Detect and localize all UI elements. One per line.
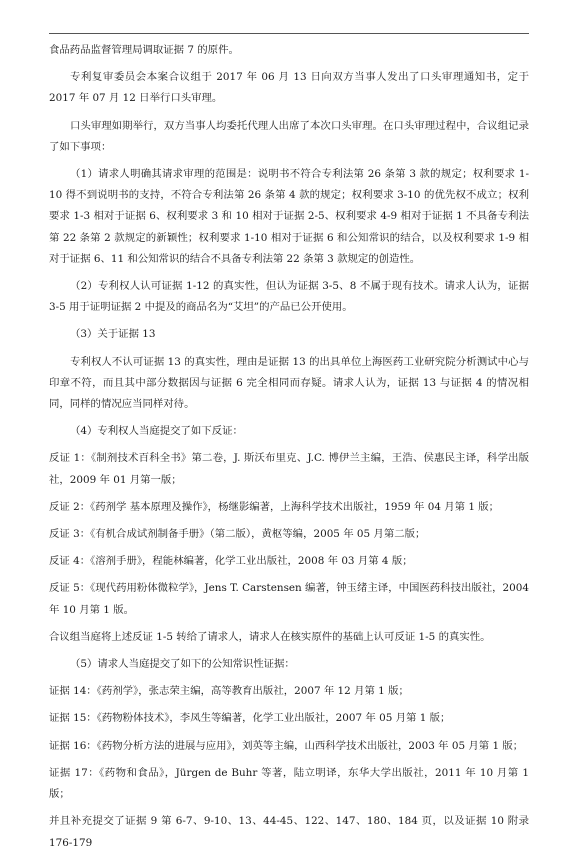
evidence-16: 证据 16：《药物分析方法的进展与应用》，刘英等主编，山西科学技术出版社，2003 年 05 月第 1 版； [49,739,524,752]
paragraph-3: 口头审理如期举行，双方当事人均委托代理人出席了本次口头审理。在口头审理过程中，合议组记录了如下事项： [49,119,529,153]
paragraph-6: （3）关于证据 13 [70,328,156,341]
counter-evidence-2: 反证 2：《药剂学 基本原理及操作》，杨继影编著，上海科学技术出版社，1959 年 04 月第 1 版； [49,500,500,513]
evidence-15: 证据 15：《药物粉体技术》，李凤生等编著，化学工业出版社，2007 年 05 月第 1 版； [49,712,451,725]
paragraph-7: 专利权人不认可证据 13 的真实性，理由是证据 13 的出具单位上海医药工业研究院分析测试中心与印章不符，而且其中部分数据因与证据 6 完全相同而存疑。请求人认为，证据 13 与证据 4 的情况相同，同样的情况应当同样对待。 [49,355,529,411]
counter-evidence-3: 反证 3：《有机合成试剂制备手册》（第二版），黄枢等编，2005 年 05 月第二版； [49,528,426,541]
header-rule [49,33,529,34]
counter-evidence-4: 反证 4：《溶剂手册》，程能林编著，化学工业出版社，2008 年 03 月第 4 版； [49,555,413,568]
evidence-14: 证据 14：《药剂学》，张志荣主编，高等教育出版社，2007 年 12 月第 1 版； [49,685,409,698]
evidence-17: 证据 17：《药物和食品》，Jürgen de Buhr 等著，陆立明译，东华大学出版社，2011 年 10 月第 1 版； [49,766,529,801]
counter-evidence-5: 反证 5：《现代药用粉体微粒学》，Jens T. Carstensen 编著，钟玉绪主译，中国医药科技出版社，2004 年 10 月第 1 版。 [49,582,529,616]
paragraph-15: （5）请求人当庭提交了如下的公知常识性证据： [70,658,295,671]
document-body [49,40,529,854]
paragraph-8: （4）专利权人当庭提交了如下反证： [70,425,243,438]
paragraph-1: 食品药品监督管理局调取证据 7 的原件。 [49,44,239,56]
paragraph-4: （1）请求人明确其请求审理的范围是：说明书不符合专利法第 26 条第 3 款的规定；权利要求 1-10 得不到说明书的支持，不符合专利法第 26 条第 4 款的规定；权利要求 3-10 的优先权不成立；权利要求 1-3 相对于证据 6、权利要求 3 和 10 相对于证据 2-5、权利要求 4-9 相对于证据 1 不具备专利法第 22 条第 2 款规定的新颖性；权利要求 1-10 相对于证据 6 和公知常识的结合，以及权利要求 1-9 相对于证据 6、11 和公知常识的结合不具备专利法第 22 条第 3 款规定的创造性。 [49,168,529,265]
paragraph-5: （2）专利权人认可证据 1-12 的真实性，但认为证据 3-5、8 不属于现有技术。请求人认为，证据 3-5 用于证明证据 2 中提及的商品名为“艾坦”的产品已公开使用。 [49,280,529,314]
paragraph-14: 合议组当庭将上述反证 1-5 转给了请求人，请求人在核实原件的基础上认可反证 1-5 的真实性。 [49,630,491,643]
counter-evidence-1: 反证 1：《制剂技术百科全书》第二卷，J. 斯沃布里克、J.C. 博伊兰主编，王浩、侯惠民主译，科学出版社，2009 年 01 月第一版； [49,452,529,486]
paragraph-2: 专利复审委员会本案合议组于 2017 年 06 月 13 日向双方当事人发出了口头审理通知书，定于 2017 年 07 月 12 日举行口头审理。 [49,71,529,105]
paragraph-20: 并且补充提交了证据 9 第 6-7、9-10、13、44-45、122、147、180、184 页，以及证据 10 附录 176-179 [49,815,529,849]
